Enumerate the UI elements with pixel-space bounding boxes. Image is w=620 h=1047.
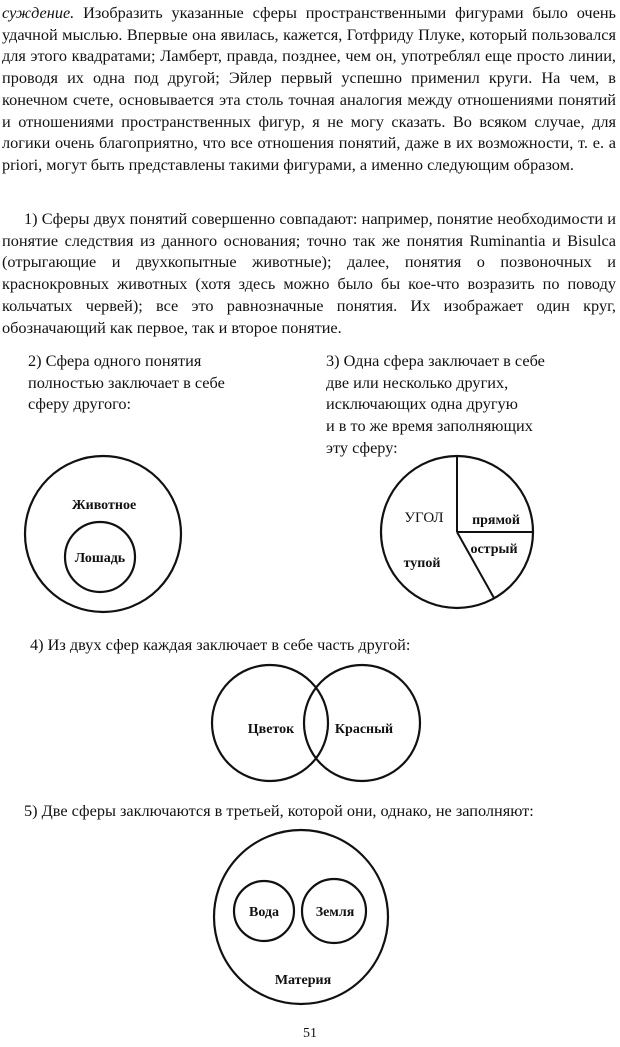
case-2-line: полностью заключает в себе (28, 372, 225, 392)
diagram-case-4 (212, 665, 420, 781)
diagram-case-3 (381, 456, 533, 608)
case-5-caption: 5) Две сферы заключаются в третьей, которой они, однако, не заполняют: (24, 801, 534, 820)
case-2-line: сферу другого: (28, 394, 132, 414)
inner-sphere-label: Лошадь (74, 551, 126, 566)
acute-angle-label: острый (470, 542, 518, 557)
intro-text: Изобразить указанные сферы пространственными фигурами было очень удачной мыслью. Впервые она явилась, кажется, Готфриду Плуке, который пользовался для этого квадратами; Ламберт, правда, позднее, чем он, употреблял еще просто линии, проводя их одна под другой; Эйлер первый успешно применил круги. На чем, в конечном счете, основывается эта столь точная аналогия между отношениями понятий и отношениями пространственных фигур, я не могу сказать. Во всяком случае, для логики очень благоприятно, что все отношения понятий, даже в их возможности, т. е. a priori, могут быть представлены такими фигурами, а именно следующим образом. (2, 3, 616, 174)
right-sphere-label: Красный (334, 722, 394, 737)
angle-label: УГОЛ (404, 510, 444, 526)
left-sphere-label: Цветок (247, 722, 295, 737)
diagram-case-2 (25, 456, 181, 612)
right-angle-label: прямой (472, 513, 520, 528)
paragraph-case-1: 1) Сферы двух понятий совершенно совпадают: например, понятие необходимости и понятие следствия из данного основания; точно так же понятия Ruminantia и Bisulca (отрыгающие и двухкопытные животные); далее, понятия о позвоночных и краснокровных животных (хотя здесь можно было бы кое-что возразить по поводу кольчатых червей); все это равнозначные понятия. Их изображает один круг, обозначающий как первое, так и второе понятие. (2, 209, 616, 337)
case-2-line: 2) Сфера одного понятия (28, 351, 202, 370)
outer-sphere-label: Материя (274, 973, 332, 988)
outer-sphere-circle (25, 456, 181, 612)
inner-right-label: Земля (315, 905, 355, 920)
case-4-caption: 4) Из двух сфер каждая заключает в себе часть другой: (30, 635, 411, 654)
outer-sphere-label: Животное (71, 498, 137, 513)
case-3-line: эту сферу: (326, 437, 398, 457)
italic-lead-word: суждение. (2, 3, 75, 22)
obtuse-angle-label: тупой (403, 556, 441, 571)
case-3-line: исключающих одна другую (326, 394, 518, 414)
diagram-case-5 (214, 830, 388, 1004)
inner-left-label: Вода (248, 905, 280, 920)
case-3-line: 3) Одна сфера заключает в себе (326, 351, 545, 370)
page-number: 51 (303, 1026, 317, 1041)
case-3-line: и в то же время заполняющих (326, 416, 533, 436)
case-3-line: две или несколько других, (326, 372, 509, 392)
